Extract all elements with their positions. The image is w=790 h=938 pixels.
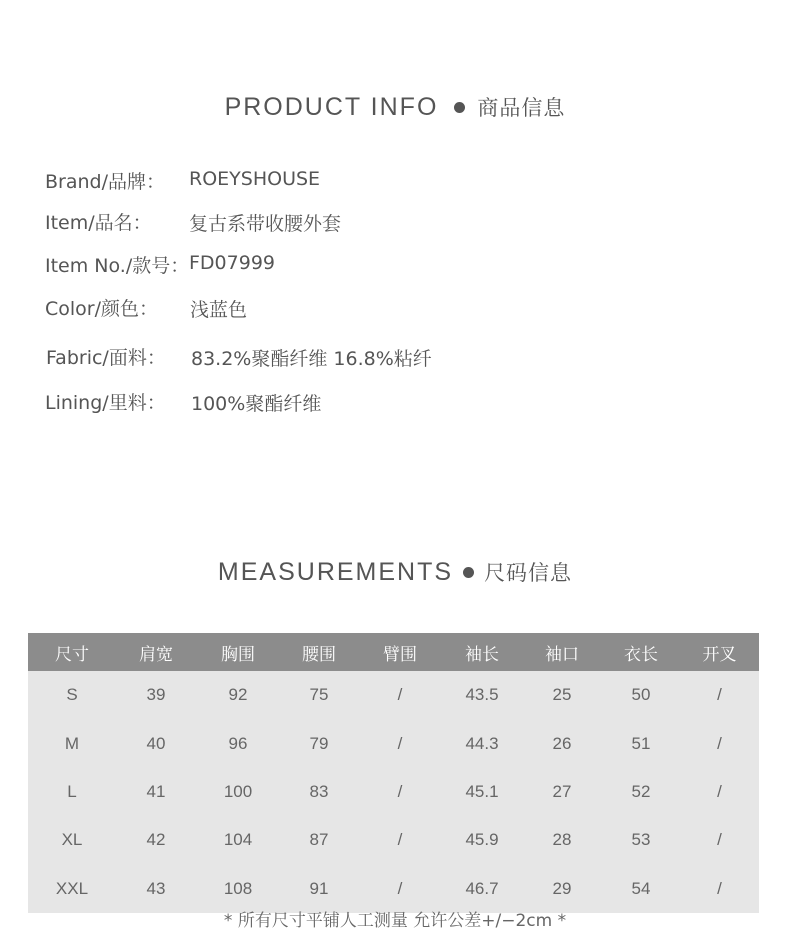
header-shoulder: 肩宽 — [139, 644, 173, 665]
info-label-lining: Lining/里料： — [45, 392, 166, 414]
measurements-title — [0, 557, 790, 587]
bullet-dot-icon — [463, 567, 474, 578]
table-cell: / — [717, 733, 722, 753]
table-cell: 54 — [631, 878, 651, 898]
size-table — [28, 633, 759, 913]
info-value-lining: 100%聚酯纤维 — [191, 393, 322, 415]
table-header-row — [28, 633, 759, 671]
table-cell: 104 — [223, 830, 253, 850]
header-size: 尺寸 — [55, 644, 89, 665]
header-length: 衣长 — [624, 644, 658, 665]
table-cell: 52 — [631, 781, 651, 801]
table-cell: 50 — [631, 685, 651, 705]
info-label-brand: Brand/品牌： — [45, 171, 165, 193]
table-cell: L — [67, 781, 77, 801]
table-row — [28, 719, 759, 767]
table-cell: / — [397, 878, 403, 898]
table-cell: / — [717, 830, 722, 850]
measurements-title-zh: 尺码信息 — [484, 561, 573, 585]
table-cell: M — [64, 733, 80, 753]
table-cell: 25 — [552, 685, 572, 705]
table-cell: 39 — [146, 685, 166, 705]
header-chest: 胸围 — [221, 644, 255, 665]
table-cell: / — [397, 830, 403, 850]
info-label-color: Color/颜色： — [45, 298, 159, 320]
table-cell: 96 — [228, 733, 248, 753]
table-cell: 41 — [146, 781, 166, 801]
table-cell: 100 — [223, 781, 253, 801]
table-cell: / — [717, 685, 722, 705]
table-cell: 26 — [552, 733, 572, 753]
info-value-item: 复古系带收腰外套 — [189, 213, 342, 235]
table-cell: 83 — [309, 781, 329, 801]
table-cell: 87 — [309, 830, 329, 850]
info-value-color: 浅蓝色 — [190, 299, 248, 321]
table-cell: 43.5 — [465, 685, 499, 705]
table-cell: 42 — [146, 830, 166, 850]
info-label-fabric: Fabric/面料： — [46, 347, 166, 369]
table-cell: / — [717, 781, 722, 801]
table-cell: 45.9 — [465, 830, 499, 850]
product-info-title-en: PRODUCT INFO — [224, 93, 439, 121]
table-cell: 75 — [309, 685, 329, 705]
table-cell: 27 — [552, 781, 572, 801]
header-cuff: 袖口 — [545, 644, 579, 665]
table-row — [28, 671, 759, 719]
table-cell: 29 — [552, 878, 572, 898]
header-arm: 臂围 — [383, 644, 417, 665]
info-label-item: Item/品名： — [45, 212, 152, 234]
info-value-fabric: 83.2%聚酯纤维 16.8%粘纤 — [191, 348, 432, 370]
table-cell: 53 — [631, 830, 651, 850]
table-cell: 51 — [631, 733, 651, 753]
table-cell: 92 — [228, 685, 248, 705]
info-value-item-no: FD07999 — [189, 252, 276, 274]
table-cell: 79 — [309, 733, 329, 753]
header-sleeve-length: 袖长 — [465, 644, 499, 665]
table-cell: S — [66, 685, 78, 705]
table-cell: 108 — [223, 878, 253, 898]
table-cell: 44.3 — [465, 733, 499, 753]
table-cell: / — [397, 685, 403, 705]
table-cell: XL — [61, 830, 83, 850]
measurements-title-en: MEASUREMENTS — [217, 558, 454, 586]
header-waist: 腰围 — [302, 644, 336, 665]
table-cell: 43 — [146, 878, 166, 898]
table-cell: XXL — [55, 878, 89, 898]
info-value-brand: ROEYSHOUSE — [189, 168, 321, 190]
table-row — [28, 768, 759, 816]
table-row — [28, 816, 759, 864]
table-cell: 28 — [552, 830, 572, 850]
product-info-title — [0, 92, 790, 122]
table-cell: 46.7 — [465, 878, 499, 898]
table-cell: / — [717, 878, 722, 898]
product-info-title-zh: 商品信息 — [477, 96, 566, 120]
table-cell: / — [397, 781, 403, 801]
table-cell: 40 — [146, 733, 166, 753]
header-slit: 开叉 — [702, 644, 737, 665]
bullet-dot-icon — [454, 102, 465, 113]
info-label-item-no: Item No./款号： — [45, 255, 190, 277]
table-cell: 91 — [309, 878, 329, 898]
measurement-footnote: * 所有尺寸平铺人工测量 允许公差+/−2cm * — [223, 911, 567, 931]
table-cell: / — [397, 733, 403, 753]
table-cell: 45.1 — [465, 781, 499, 801]
